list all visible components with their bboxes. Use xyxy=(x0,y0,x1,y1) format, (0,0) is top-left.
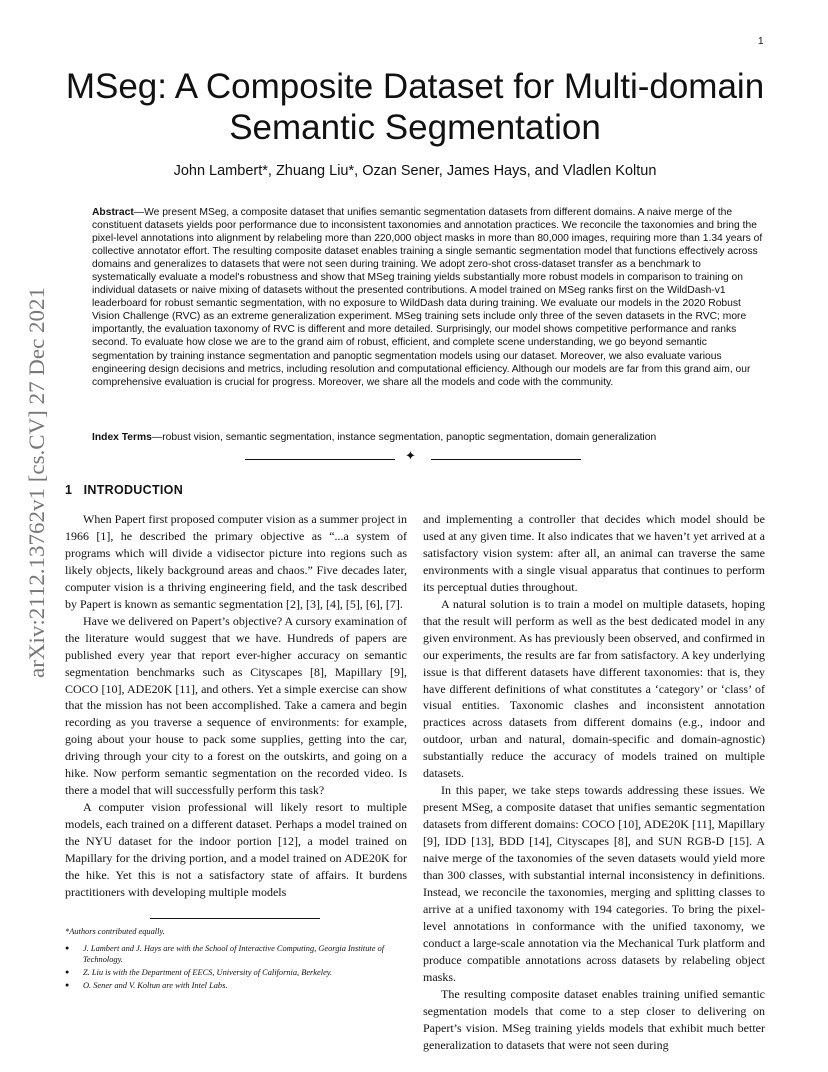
arxiv-stamp xyxy=(14,285,54,680)
footnote-item: ● O. Sener and V. Koltun are with Intel Labs. xyxy=(65,980,410,991)
abstract xyxy=(92,206,764,389)
index-terms-text: —robust vision, semantic segmentation, instance segmentation, panoptic segmentation, domain generalization xyxy=(151,432,657,443)
footnote-equal-contribution: *Authors contributed equally. xyxy=(65,927,165,936)
paper-title: MSeg: A Composite Dataset for Multi-domain Semantic Segmentation xyxy=(65,67,765,147)
paragraph: In this paper, we take steps towards addressing these issues. We present MSeg, a composite dataset that unifies semantic segmentation datasets from different domains: COCO [10], ADE20K [11], Mapillary [9], IDD [13], BDD [14], Cityscapes [8], and SUN RGB-D [15]. A naive merge of the taxonomies of the seven datasets would yield more than 300 classes, with substantial internal inconsistency in definitions. Instead, we reconcile the taxonomies, merging and splitting classes to arrive at a unified taxonomy with 194 categories. To bring the pixel-level annotations in conformance with the unified taxonomy, we conduct a large-scale annotation via the Mechanical Turk platform and produce compatible annotations across datasets by relabeling object masks. xyxy=(423,783,765,984)
paragraph: Have we delivered on Papert’s objective? A cursory examination of the literature would suggest that we have. Hundreds of papers are published every year that report ever-higher accuracy on semantic segmentation benchmarks such as Cityscapes [8], Mapillary [9], COCO [10], ADE20K [11], and others. Yet a simple exercise can show that the mission has not been accomplished. Take a camera and begin recording as you traverse a sequence of environments: for example, going about your house to pack some supplies, getting into the car, driving through your city to a forest on the outskirts, and going on a hike. Now perform semantic segmentation on the recorded video. Is there a model that will successfully perform this task? xyxy=(65,613,407,798)
separator-line-right xyxy=(431,459,581,460)
footnote-rule xyxy=(150,918,320,919)
section-separator xyxy=(245,449,585,468)
arxiv-stamp-text: arXiv:2112.13762v1 [cs.CV] 27 Dec 2021 xyxy=(24,295,49,678)
paragraph: and implementing a controller that decides which model should be used at any given time. It also indicates that we haven’t yet arrived at a satisfactory vision system: after all, an animal can traverse the same environments with a single visual apparatus that continues to perform its perceptual duties throughout. xyxy=(423,512,765,594)
footnote-item: ● Z. Liu is with the Department of EECS, University of California, Berkeley. xyxy=(65,967,410,978)
separator-star-icon: ✦ xyxy=(405,449,416,464)
paragraph: A computer vision professional will likely resort to multiple models, each trained on a different dataset. Perhaps a model trained on the NYU dataset for the indoor portion [12], a model trained on Mapillary for the driving portion, and a model trained on ADE20K for the hike. Yet this is not a satisfactory state of affairs. It burdens practitioners with developing multiple models xyxy=(65,800,407,899)
index-terms-label: Index Terms xyxy=(92,432,152,443)
paragraph: When Papert first proposed computer vision as a summer project in 1966 [1], he described the primary objective as “...a system of programs which will divide a vidisector picture into regions such as likely objects, likely background areas and chaos.” Five decades later, computer vision is a thriving engineering field, and the task described by Papert is known as semantic segmentation [2], [3], [4], [5], [6], [7]. xyxy=(65,512,407,611)
abstract-label: Abstract xyxy=(92,207,134,218)
paragraph: A natural solution is to train a model on multiple datasets, hoping that the result will perform as well as the best dedicated model in any given environment. As has previously been observed, and confirmed in our experiments, the results are far from satisfactory. A key underlying issue is that different datasets have different taxonomies: that is, they have different definitions of what constitutes a ‘category’ or ‘class’ of visual entities. Taxonomic clashes and inconsistent annotation practices across datasets from different domains (e.g., indoor and outdoor, urban and natural, domain-specific and domain-agnostic) substantially reduce the accuracy of models trained on multiple datasets. xyxy=(423,596,765,781)
separator-line-left xyxy=(245,459,395,460)
section-heading xyxy=(65,483,183,497)
footnote-item: ● J. Lambert and J. Hays are with the School of Interactive Computing, Georgia Institute of Technology. xyxy=(65,943,410,965)
index-terms xyxy=(92,432,764,443)
author-list: John Lambert*, Zhuang Liu*, Ozan Sener, James Hays, and Vladlen Koltun xyxy=(173,163,657,179)
section-title: INTRODUCTION xyxy=(83,483,184,497)
body-column-right xyxy=(423,511,765,1054)
affiliation-footnotes xyxy=(65,943,410,993)
section-number: 1 xyxy=(65,483,73,497)
paragraph: The resulting composite dataset enables training unified semantic segmentation models that come to a step closer to delivering on Papert’s vision. MSeg training yields models that exhibit much better generalization to datasets that were not seen during xyxy=(423,986,765,1052)
abstract-text: —We present MSeg, a composite dataset that unifies semantic segmentation datasets from different domains. A naive merge of the constituent datasets yields poor performance due to inconsistent taxonomies and annotation practices. We reconcile the taxonomies and bring the pixel-level annotations into alignment by relabeling more than 220,000 object masks in more than 80,000 images, requiring more than 1.34 years of collective annotator effort. The resulting composite dataset enables training a single semantic segmentation model that functions effectively across domains and generalizes to datasets that were not seen during training. We adopt zero-shot cross-dataset transfer as a benchmark to systematically evaluate a model's robustness and show that MSeg training yields substantially more robust models in comparison to training on individual datasets or naive mixing of datasets without the presented contributions. A model trained on MSeg ranks first on the WildDash-v1 leaderboard for robust semantic segmentation, with no exposure to WildDash data during training. We evaluate our models in the 2020 Robust Vision Challenge (RVC) as an extreme generalization experiment. MSeg training sets include only three of the seven datasets in the RVC; more importantly, the evaluation taxonomy of RVC is different and more detailed. Surprisingly, our model shows competitive performance and ranks second. To evaluate how close we are to the grand aim of robust, efficient, and complete scene understanding, we go beyond semantic segmentation by training instance segmentation and panoptic segmentation models using our dataset. Moreover, we also evaluate various engineering design decisions and metrics, including resolution and computational efficiency. Although our models are far from this grand aim, our comprehensive evaluation is crucial for progress. Moreover, we share all the models and code with the community. xyxy=(92,207,763,388)
page-number: 1 xyxy=(758,36,764,47)
body-column-left xyxy=(65,511,407,901)
